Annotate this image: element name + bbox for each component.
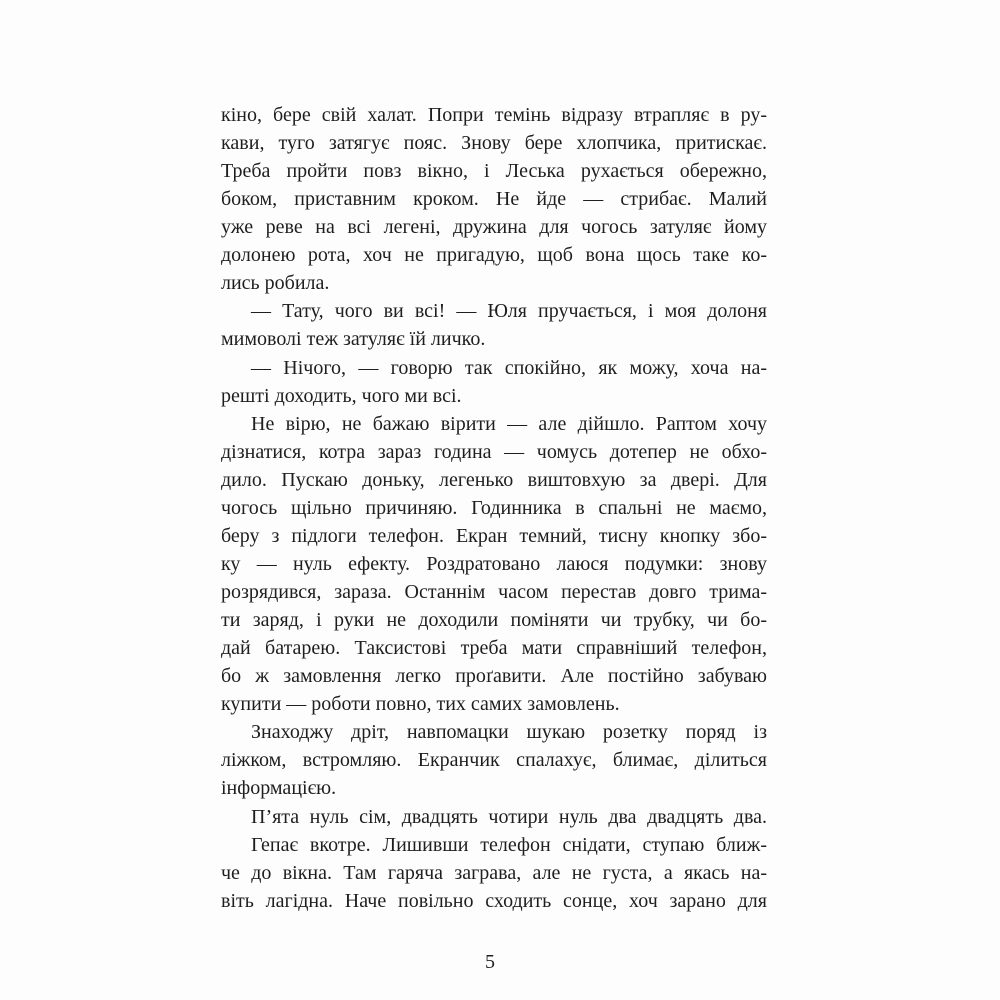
text-line: дай батарею. Таксистові треба мати справніший телефон, [221,637,767,660]
text-line: ку — нуль ефекту. Роздратовано лаюся подумки: знову [221,552,767,575]
text-line: Треба пройти повз вікно, і Леська рухається обережно, [221,160,767,183]
text-line: Знаходжу дріт, навпомацки шукаю розетку поряд із [251,721,767,744]
text-line: долонею рота, хоч не пригадую, щоб вона щось таке ко- [221,244,767,267]
text-line: ліжком, встромляю. Екранчик спалахує, блимає, ділиться [221,749,767,772]
text-line: купити — роботи повно, тих самих замовлень. [221,693,620,716]
text-line: кави, туго затягує пояс. Знову бере хлопчика, притискає. [221,132,767,155]
text-line: кіно, бере свій халат. Попри темінь відразу втрапляє в ру- [221,104,767,126]
text-line: — Нічого, — говорю так спокійно, як можу, хоча на- [251,356,767,379]
text-line: боком, приставним кроком. Не йде — стрибає. Малий [221,188,767,211]
text-line: Гепає вкотре. Лишивши телефон снідати, ступаю ближ- [251,833,767,856]
text-line: дізнатися, котра зараз година — чомусь дотепер не обхо- [221,440,767,463]
text-line: мимоволі теж затуляє їй личко. [221,328,486,351]
text-line: розрядився, зараза. Останнім часом перестав довго трима- [221,581,767,604]
text-line: уже реве на всі легені, дружина для чогось затуляє йому [221,216,767,239]
text-line: че до вікна. Там гаряча заграва, але не густа, а якась на- [221,861,767,884]
page-number: 5 [485,951,495,973]
text-line: Не вірю, не бажаю вірити — але дійшло. Раптом хочу [251,412,767,435]
text-line: П’ята нуль сім, двадцять чотири нуль два двадцять два. [251,805,767,828]
text-line: віть лагідна. Наче повільно сходить сонце, хоч зарано для [221,889,767,912]
text-line: ти заряд, і руки не доходили поміняти чи трубку, чи бо- [221,609,767,632]
text-line: дило. Пускаю доньку, легенько виштовхую за двері. Для [221,468,767,491]
text-line: інформацією. [221,777,337,800]
text-line: — Тату, чого ви всі! — Юля пручається, і моя долоня [251,300,767,323]
text-line: чогось щільно причиняю. Годинника в спальні не маємо, [221,496,767,519]
text-line: беру з підлоги телефон. Екран темний, тисну кнопку збо- [221,524,767,547]
text-line: лись робила. [221,272,330,295]
text-line: решті доходить, чого ми всі. [221,384,462,407]
text-line: бо ж замовлення легко проґавити. Але постійно забуваю [221,665,767,688]
